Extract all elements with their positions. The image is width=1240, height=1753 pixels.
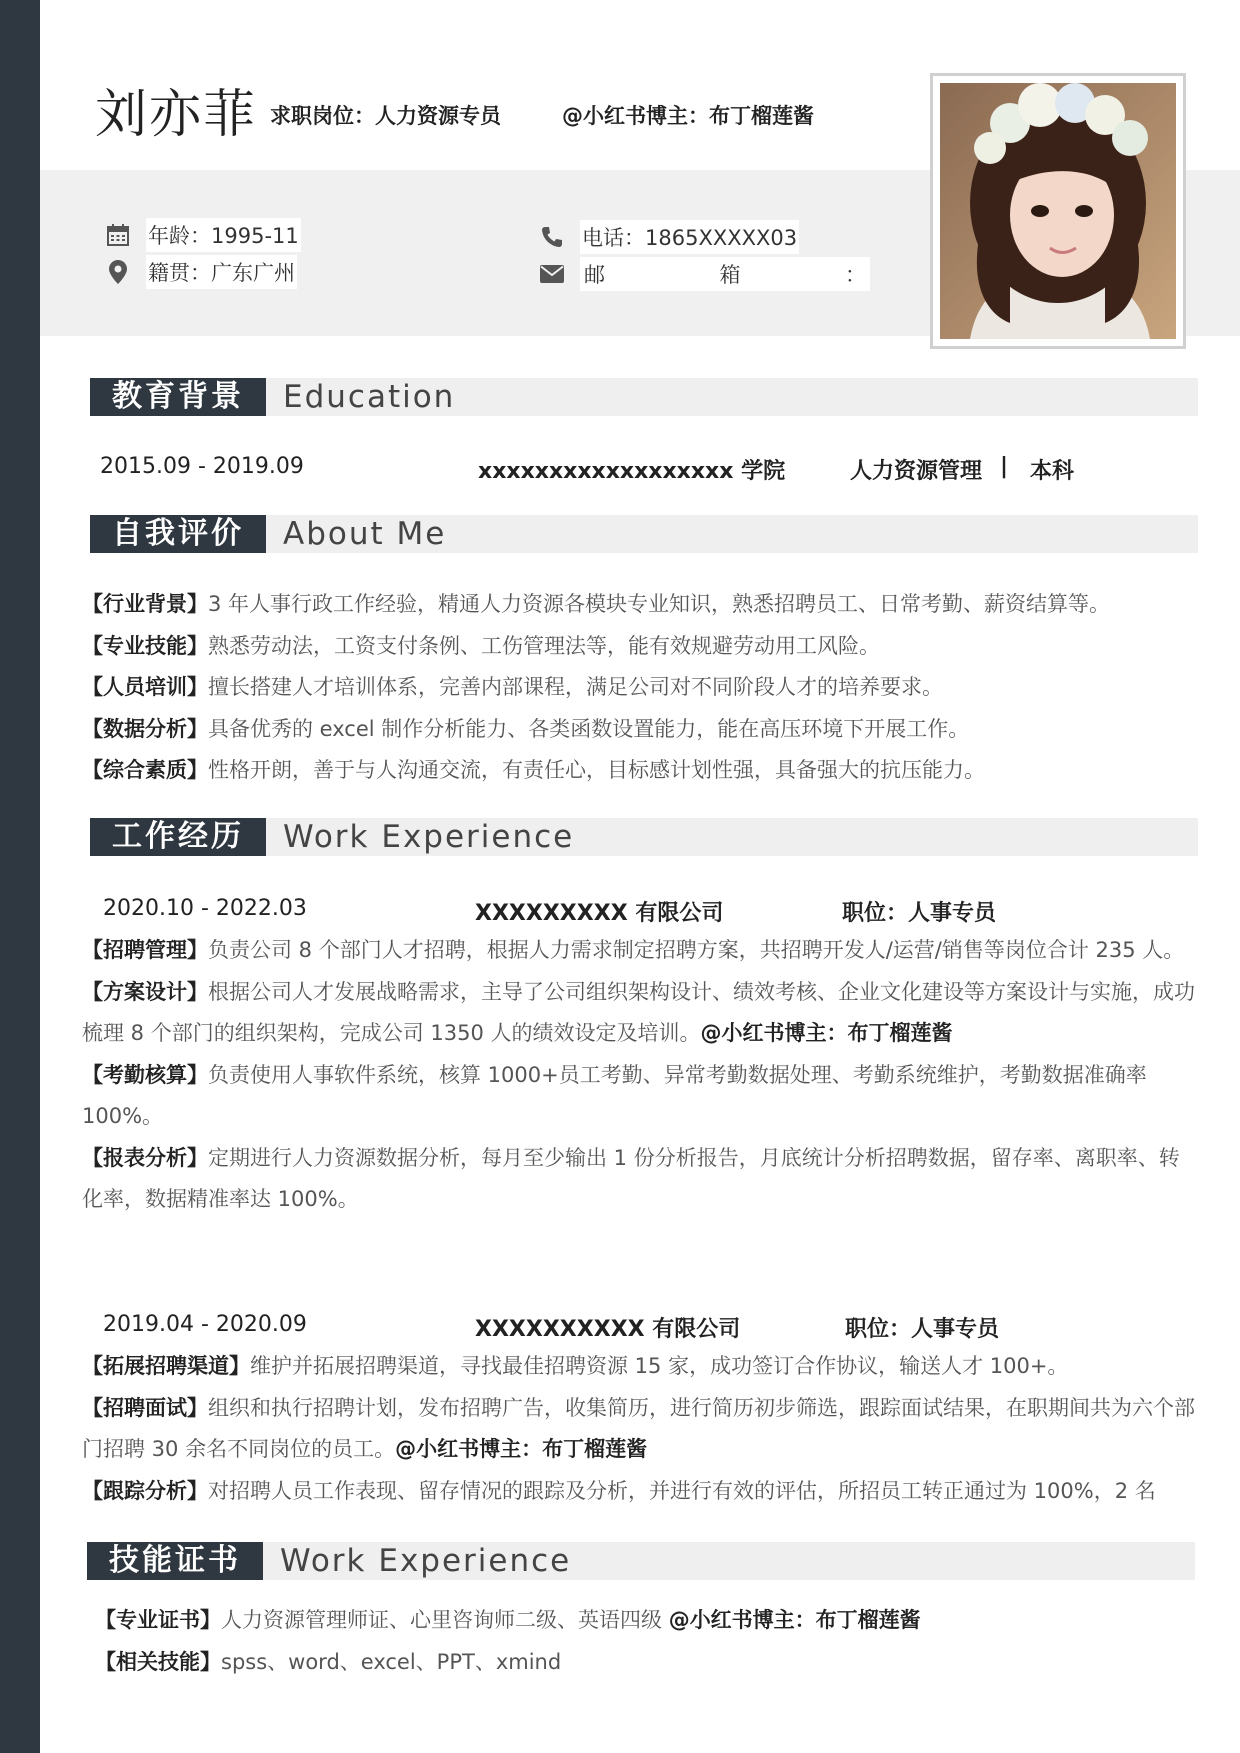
email-colon: ：	[845, 263, 866, 287]
education-major: 人力资源管理	[850, 459, 983, 484]
phone-icon	[538, 223, 566, 251]
age-row	[104, 218, 301, 252]
about-title-cn: 自我评价	[90, 515, 266, 553]
skills-list	[95, 1600, 1213, 1683]
hometown-text: 籍贯：广东广州	[146, 255, 297, 289]
about-item: 【人员培训】擅长搭建人才培训体系，完善内部课程，满足公司对不同阶段人才的培养要求。	[82, 675, 943, 699]
about-title-en: About Me	[283, 516, 447, 552]
overflow-fade	[82, 1506, 1200, 1536]
job1-position: 职位：人事专员	[842, 901, 997, 926]
education-school: xxxxxxxxxxxxxxxxxx 学院	[478, 459, 786, 484]
phone-row	[538, 220, 799, 254]
job1-period: 2020.10 - 2022.03	[103, 896, 307, 921]
skills-section-header	[87, 1542, 1195, 1580]
applicant-name: 刘亦菲	[95, 85, 258, 145]
left-sidebar-stripe	[0, 0, 40, 1753]
education-title-en: Education	[283, 379, 456, 415]
about-item: 【专业技能】熟悉劳动法，工资支付条例、工伤管理法等，能有效规避劳动用工风险。	[82, 633, 880, 658]
mail-icon	[538, 260, 566, 288]
job-target: 求职岗位：人力资源专员	[270, 104, 501, 128]
job2-company: XXXXXXXXXX 有限公司	[475, 1317, 741, 1342]
job-item: 【报表分析】定期进行人力资源数据分析，每月至少输出 1 份分析报告，月底统计分析招聘数据，留存率、离职率、转化率，数据精准率达 100%。	[82, 1145, 1180, 1211]
job-item: 【跟踪分析】对招聘人员工作表现、留存情况的跟踪及分析，并进行有效的评估，所招员工转正通过为 100%，2 名	[82, 1478, 1156, 1503]
job-item: 【招聘面试】组织和执行招聘计划，发布招聘广告，收集简历，进行简历初步筛选，跟踪面试结果，在职期间共为六个部门招聘 30 余名不同岗位的员工。@小红书博主：布丁榴莲酱	[82, 1395, 1195, 1461]
education-separator: |	[1000, 454, 1009, 479]
job2-position: 职位：人事专员	[845, 1317, 1000, 1342]
calendar-icon	[104, 221, 132, 249]
about-section-header	[90, 515, 1198, 553]
education-section-header	[90, 378, 1198, 416]
job-item: 【考勤核算】负责使用人事软件系统，核算 1000+员工考勤、异常考勤数据处理、考勤系统维护，考勤数据准确率 100%。	[82, 1062, 1147, 1128]
email-field	[580, 257, 870, 291]
job2-details	[82, 1346, 1200, 1516]
skill-item: 【专业证书】人力资源管理师证、心里咨询师二级、英语四级 @小红书博主：布丁榴莲酱	[95, 1608, 921, 1632]
profile-photo-frame	[930, 73, 1186, 349]
job-item: 【拓展招聘渠道】维护并拓展招聘渠道，寻找最佳招聘资源 15 家，成功签订合作协议，输送人才 100+。	[82, 1354, 1069, 1378]
job2-period: 2019.04 - 2020.09	[103, 1312, 307, 1337]
job1-company: XXXXXXXXX 有限公司	[475, 901, 724, 926]
education-period: 2015.09 - 2019.09	[100, 454, 304, 479]
profile-photo	[940, 83, 1176, 339]
hometown-row	[104, 255, 297, 289]
email-label-char-1: 邮	[584, 263, 605, 287]
skills-title-en: Work Experience	[280, 1543, 572, 1579]
job-item: 【方案设计】根据公司人才发展战略需求，主导了公司组织架构设计、绩效考核、企业文化建设等方案设计与实施，成功梳理 8 个部门的组织架构，完成公司 1350 人的绩效设定及培训。@小红书博主：布丁榴莲酱	[82, 979, 1195, 1045]
work-title-cn: 工作经历	[90, 818, 266, 856]
education-title-cn: 教育背景	[90, 378, 266, 416]
about-item: 【数据分析】具备优秀的 excel 制作分析能力、各类函数设置能力，能在高压环境下开展工作。	[82, 716, 970, 741]
about-item: 【行业背景】3 年人事行政工作经验，精通人力资源各模块专业知识，熟悉招聘员工、日常考勤、薪资结算等。	[82, 592, 1111, 616]
about-item: 【综合素质】性格开朗，善于与人沟通交流，有责任心，目标感计划性强，具备强大的抗压能力。	[82, 758, 985, 782]
age-text: 年龄：1995-11	[146, 218, 301, 252]
skills-title-cn: 技能证书	[87, 1542, 263, 1580]
location-pin-icon	[104, 258, 132, 286]
skill-item: 【相关技能】spss、word、excel、PPT、xmind	[95, 1649, 562, 1674]
job-item: 【招聘管理】负责公司 8 个部门人才招聘，根据人力需求制定招聘方案，共招聘开发人/运营/销售等岗位合计 235 人。	[82, 938, 1185, 962]
about-list	[82, 584, 1200, 792]
work-section-header	[90, 818, 1198, 856]
job1-details	[82, 930, 1200, 1221]
email-label-char-2: 箱	[719, 263, 741, 287]
education-degree: 本科	[1030, 459, 1075, 484]
blogger-credit: @小红书博主：布丁榴莲酱	[562, 104, 814, 128]
phone-text: 电话：1865XXXXX03	[580, 220, 799, 254]
email-row	[538, 257, 870, 291]
work-title-en: Work Experience	[283, 819, 575, 855]
